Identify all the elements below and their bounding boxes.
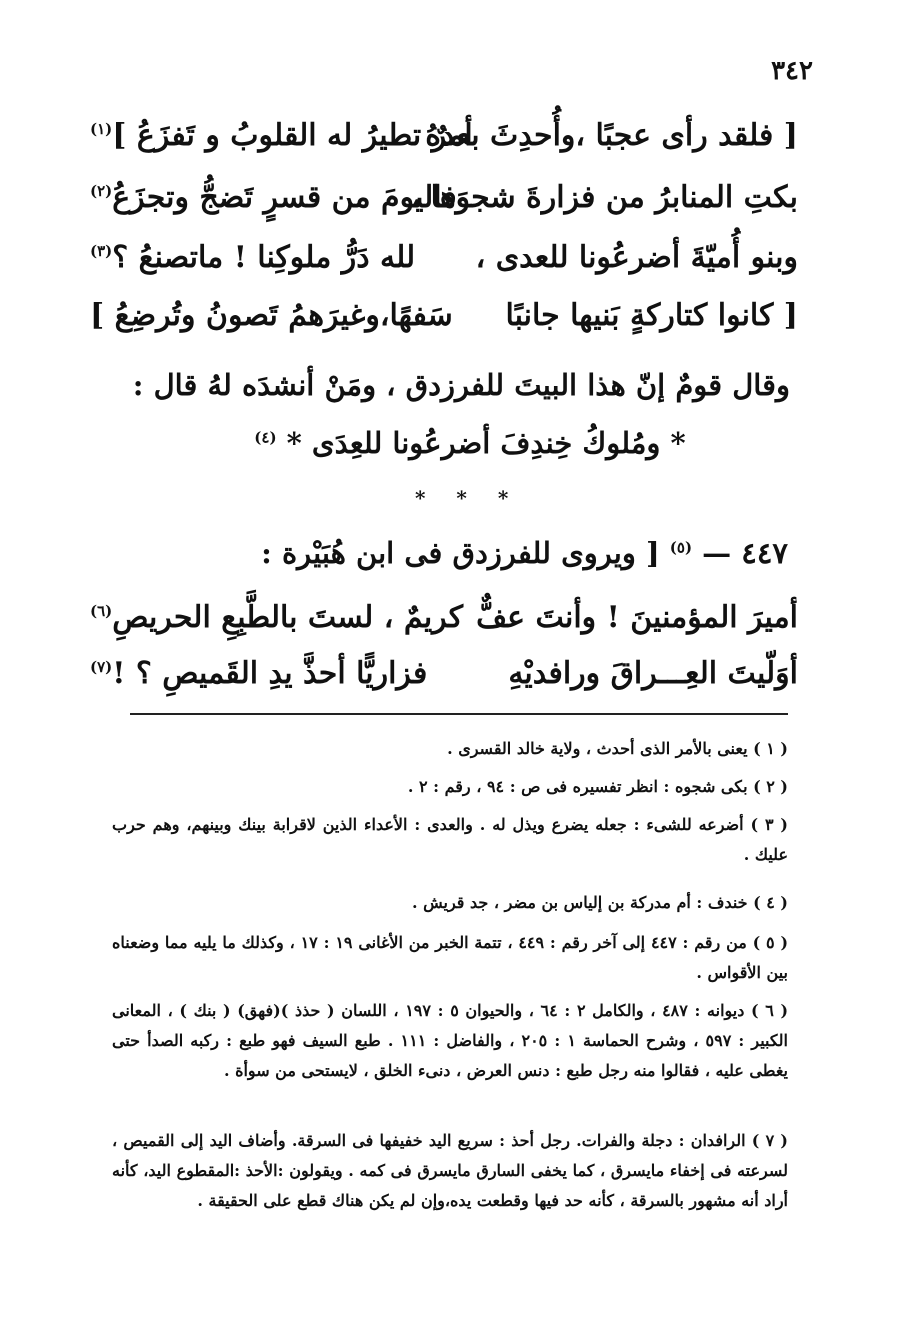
hemistich-right: وبنو أُميّةَ أضرعُونا للعدى ،	[475, 240, 798, 275]
verse-4	[90, 298, 798, 350]
entry-heading	[138, 536, 788, 570]
footnote-5: ( ٥ ) من رقم : ٤٤٧ إلى آخر رقم : ٤٤٩ ، تتمة الخبر من الأغانى ١٩ : ١٧ ، وكذلك ما يليه مما وضعناه بين الأقواس .	[112, 933, 789, 982]
hemistich-text: فزاريًّا أحذَّ يدِ القَميصِ ؟ !	[112, 656, 428, 691]
hemistich-left: سَفهًا،وغيرَهمُ تَصونُ وتُرضِعُ ]	[90, 298, 453, 333]
footnote-marker: (٤)	[254, 428, 277, 447]
hemistich-text: أمرٌ تطيرُ له القلوبُ و تَفزَعُ ]	[112, 118, 473, 153]
footnote-marker: (٥)	[669, 538, 693, 557]
hemistich-text: كريمٌ ، لستَ بالطَّبِعِ الحريصِ	[112, 600, 464, 635]
footnote-1: ( ١ ) يعنى بالأمر الذى أحدث ، ولاية خالد القسرى .	[447, 739, 788, 758]
entry-text: [ ويروى للفرزدق فى ابن هُبَيْرة :	[261, 536, 670, 570]
verse-2	[90, 180, 798, 232]
hemistich-right: [ فلقد رأى عجبًا ،وأُحدِثَ بعدهُ	[425, 118, 798, 153]
footnote-marker: (٦)	[90, 602, 113, 620]
footnote-marker: (٣)	[90, 242, 113, 260]
verse-3	[90, 240, 798, 292]
verse-6	[90, 656, 798, 708]
footnote-7: ( ٧ ) الرافدان : دجلة والفرات. رجل أحذ : سريع اليد خفيفها فى السرقة. وأضاف اليد إلى القميص ، لسرعته فى إخفاء مايسرق ، كما يخفى السارق مايسرق فى كمه . ويقولون :الأحذ :المقطوع اليد، كأنه أراد أنه مشهور بالسرقة ، كأنه حد فيها وقطعت يده،وإن لم يكن هناك قطع على الحقيقة .	[112, 1131, 789, 1210]
footnote-6: ( ٦ ) ديوانه : ٤٨٧ ، والكامل ٢ : ٦٤ ، والحيوان ٥ : ١٩٧ ، اللسان ( حذذ )(فهق) ( بنك ) ، المعانى الكبير : ٥٩٧ ، وشرح الحماسة ١ : ٢٠٥ ، والفاضل : ١١١ . طبع السيف فهو طبع : ركبه الصدأ حتى يغطى عليه ، فقالوا منه رجل طبع : دنس العرض ، دنىء الخلق ، لايستحى من سوأة .	[112, 1001, 789, 1080]
footnote-marker: (٧)	[90, 658, 113, 676]
footnote-4: ( ٤ ) خندف : أم مدركة بن إلياس بن مضر ، جد قريش .	[411, 893, 788, 912]
hemistich-right: [ كانوا كتاركةٍ بَنيها جانبًا	[505, 298, 798, 333]
hemistich-right: أميرَ المؤمنينَ ! وأنتَ عفٌّ	[476, 600, 798, 635]
hemistich-right: أوَلّيتَ العِـــراقَ ورافديْهِ	[508, 656, 798, 691]
hemistich-text: لله دَرُّ ملوكِنا ! ماتصنعُ ؟	[112, 240, 416, 275]
hemistich-left	[90, 656, 427, 691]
section-separator: * * *	[415, 486, 521, 510]
hemistich-left	[90, 180, 457, 215]
hemistich-left	[90, 240, 415, 275]
quote-text: * ومُلوكُ خِندِفَ أضرعُونا للعِدَى *	[276, 426, 686, 460]
hemistich-text: فاليومَ من قسرٍ تَضجُّ وتجزَعُ	[112, 180, 457, 215]
footnote-marker: (٢)	[90, 182, 113, 200]
hemistich-right: بكتِ المنابرُ من فزارةَ شجوَها ،	[410, 180, 798, 215]
footnote-2: ( ٢ ) بكى شجوه : انظر تفسيره فى ص : ٩٤ ، رقم : ٢ .	[407, 777, 788, 796]
entry-number: ٤٤٧ —	[692, 536, 788, 570]
footnote-3: ( ٣ ) أضرعه للشىء : جعله يضرع ويذل له . والعدى : الأعداء الذين لاقرابة بينك وبينهم، وهم حرب عليك .	[112, 815, 788, 864]
hemistich-left	[90, 600, 463, 635]
quote-line	[150, 426, 790, 460]
verse-1	[90, 118, 798, 170]
verse-5	[90, 600, 798, 652]
page-number: ٣٤٢	[771, 56, 813, 86]
footnote-marker: (١)	[90, 120, 113, 138]
prose-line: وقال قومٌ إنّ هذا البيتَ للفرزدق ، ومَنْ أنشدَه لهُ قال :	[132, 368, 790, 402]
hemistich-left	[90, 118, 473, 153]
footnote-divider	[130, 713, 788, 715]
